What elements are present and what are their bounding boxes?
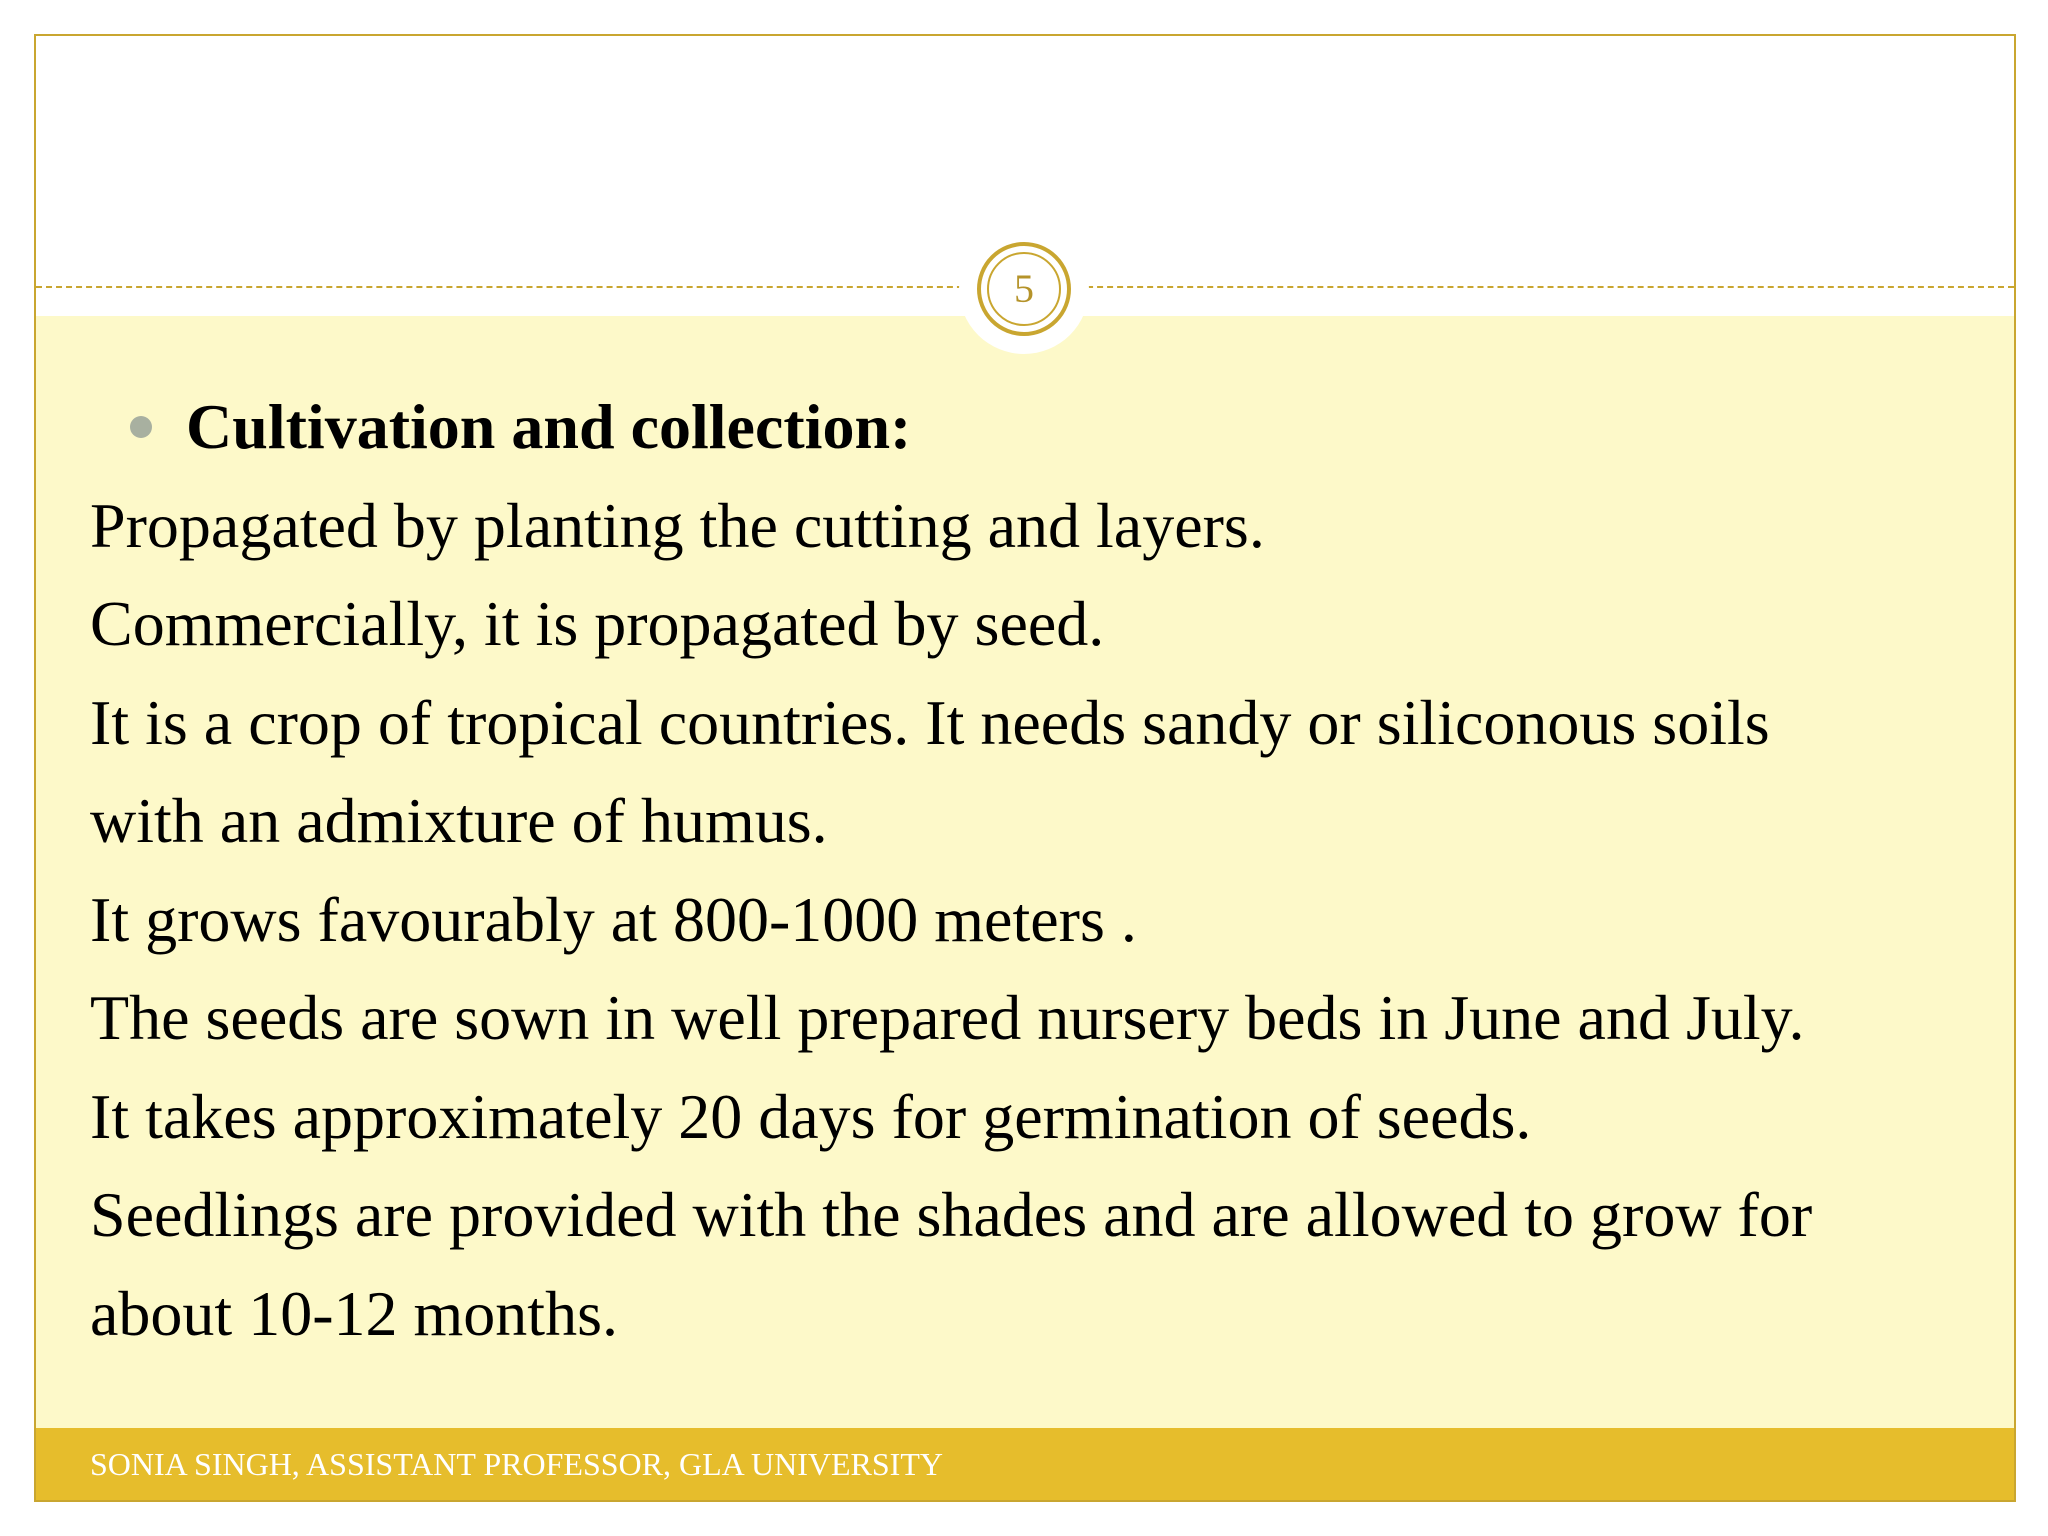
bullet-heading bbox=[90, 378, 1990, 477]
slide-heading: Cultivation and collection: bbox=[186, 391, 912, 462]
body-line: It grows favourably at 800-1000 meters . bbox=[90, 883, 1137, 955]
body-line: Propagated by planting the cutting and layers. bbox=[90, 489, 1265, 561]
body-line: It is a crop of tropical countries. It needs sandy or siliconous soils bbox=[90, 686, 1770, 758]
body-line: Commercially, it is propagated by seed. bbox=[90, 588, 1105, 659]
slide-number-badge bbox=[977, 242, 1071, 336]
body-line: Seedlings are provided with the shades and are allowed to grow for bbox=[90, 1179, 1813, 1250]
slide-frame bbox=[34, 34, 2016, 1502]
slide-number: 5 bbox=[987, 252, 1061, 326]
bullet-dot-icon bbox=[130, 416, 152, 438]
footer-text: SONIA SINGH, ASSISTANT PROFESSOR, GLA UNIVERSITY bbox=[90, 1446, 943, 1482]
body-line: with an admixture of humus. bbox=[90, 785, 828, 856]
body-line: The seeds are sown in well prepared nursery beds in June and July. bbox=[90, 982, 1805, 1053]
body-line: about 10-12 months. bbox=[90, 1277, 618, 1349]
body-line: It takes approximately 20 days for germination of seeds. bbox=[90, 1080, 1532, 1152]
slide-body bbox=[90, 378, 1990, 1363]
footer-band bbox=[36, 1428, 2014, 1500]
